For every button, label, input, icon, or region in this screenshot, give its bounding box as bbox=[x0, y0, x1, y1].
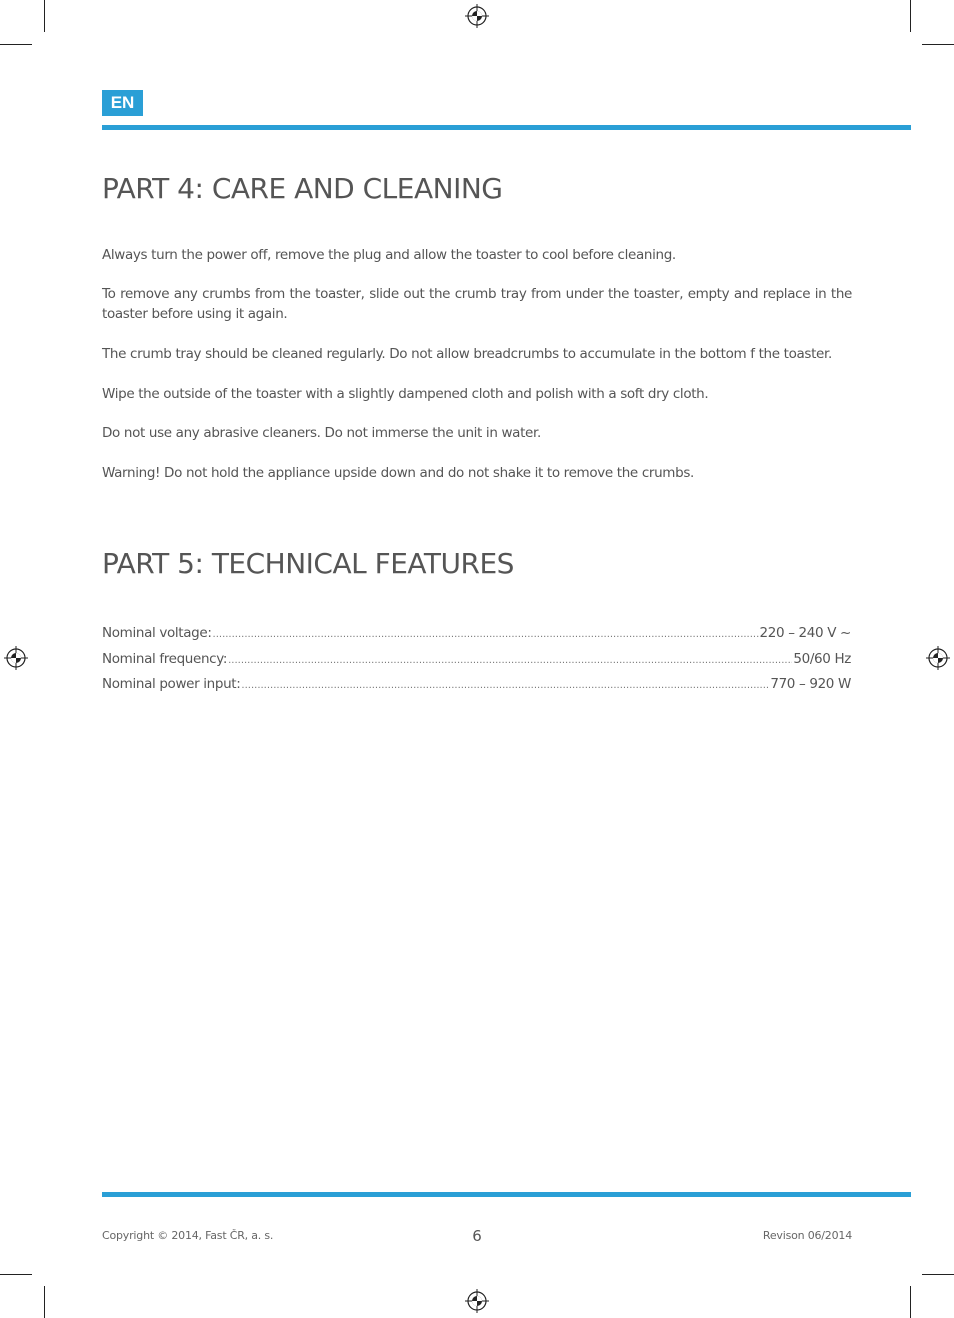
header-rule bbox=[102, 125, 911, 130]
page-number: 6 bbox=[472, 1227, 482, 1245]
spec-row-frequency bbox=[102, 651, 851, 667]
paragraph: To remove any crumbs from the toaster, slide out the crumb tray from under the toaster, empty and replace in the toaster before using it again. bbox=[102, 286, 852, 322]
dot-leader bbox=[228, 655, 792, 666]
crop-mark bbox=[44, 0, 45, 32]
section-title-care: PART 4: CARE AND CLEANING bbox=[102, 172, 503, 205]
paragraph: Always turn the power off, remove the plug and allow the toaster to cool before cleaning. bbox=[102, 247, 676, 263]
copyright: Copyright © 2014, Fast ČR, a. s. bbox=[102, 1229, 274, 1242]
dot-leader bbox=[213, 629, 759, 640]
spec-label: Nominal power input: bbox=[102, 676, 241, 692]
spec-value: 770 – 920 W bbox=[770, 676, 851, 692]
crop-mark bbox=[922, 44, 954, 45]
footer-rule bbox=[102, 1192, 911, 1197]
spec-row-power bbox=[102, 676, 851, 692]
spec-label: Nominal frequency: bbox=[102, 651, 228, 667]
warning-paragraph: Warning! Do not hold the appliance upside down and do not shake it to remove the crumbs. bbox=[102, 465, 694, 481]
crop-mark bbox=[44, 1286, 45, 1318]
crop-mark bbox=[0, 44, 32, 45]
crop-mark bbox=[0, 1274, 32, 1275]
paragraph: Do not use any abrasive cleaners. Do not immerse the unit in water. bbox=[102, 425, 541, 441]
spec-value: 50/60 Hz bbox=[793, 651, 851, 667]
crop-mark bbox=[910, 1286, 911, 1318]
section-title-technical: PART 5: TECHNICAL FEATURES bbox=[102, 547, 514, 580]
spec-row-voltage bbox=[102, 625, 851, 641]
crop-mark bbox=[910, 0, 911, 32]
dot-leader bbox=[241, 680, 769, 691]
spec-label: Nominal voltage: bbox=[102, 625, 212, 641]
registration-mark-icon bbox=[465, 4, 489, 28]
paragraph: Wipe the outside of the toaster with a slightly dampened cloth and polish with a soft dry cloth. bbox=[102, 386, 709, 402]
revision: Revison 06/2014 bbox=[762, 1229, 852, 1242]
registration-mark-icon bbox=[465, 1289, 489, 1313]
registration-mark-icon bbox=[4, 646, 28, 670]
paragraph: The crumb tray should be cleaned regularly. Do not allow breadcrumbs to accumulate in the bottom f the toaster. bbox=[102, 346, 832, 362]
language-badge: EN bbox=[102, 90, 143, 116]
registration-mark-icon bbox=[926, 646, 950, 670]
spec-value: 220 – 240 V ~ bbox=[759, 625, 851, 641]
crop-mark bbox=[922, 1274, 954, 1275]
